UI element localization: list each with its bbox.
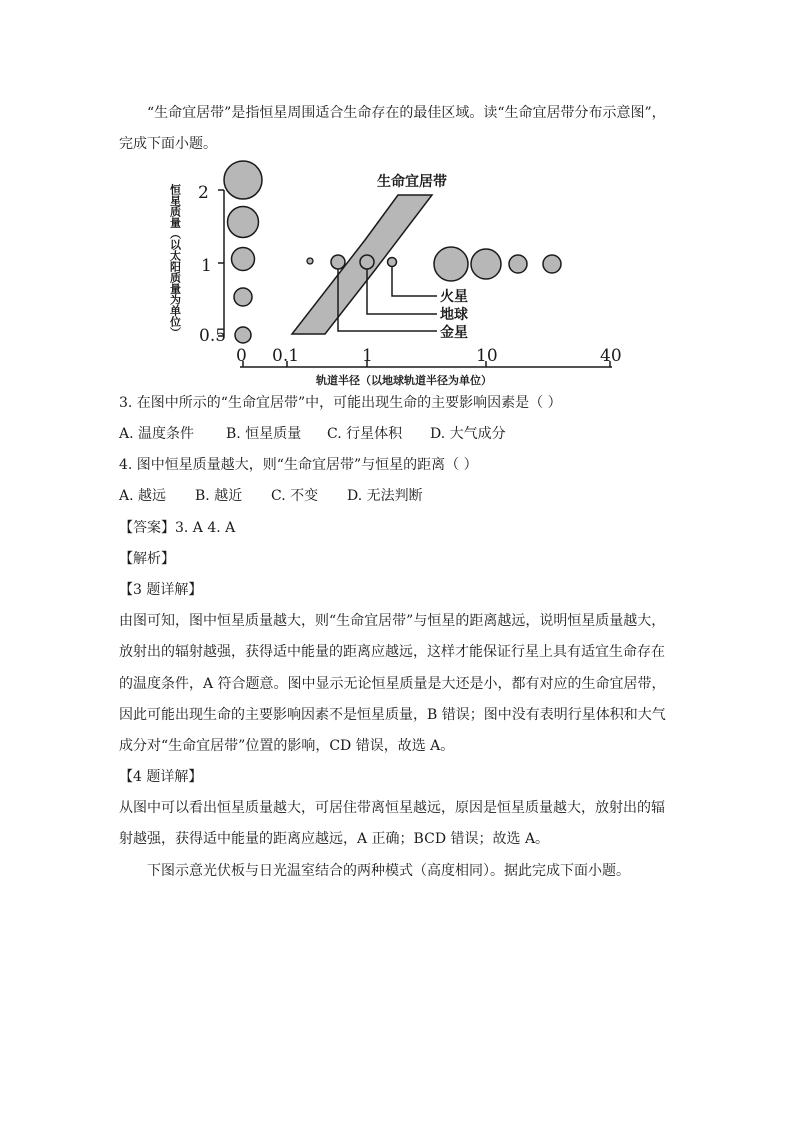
y-axis-title: 恒星质量（以太阳质量为单位） [168,184,182,338]
q3-detail-line-5: 成分对“生命宜居带”位置的影响，CD 错误，故选 A。 [119,738,455,754]
star-mass-1-7 [228,207,259,238]
earth-leader [367,269,437,314]
q3-detail-line-3: 的温度条件，A 符合题意。图中显示无论恒星质量是大还是小，都有对应的生命宜居带， [119,676,666,692]
q3-detail-line-2: 放射出的辐射越强，获得适中能量的距离应越远，这样才能保证行星上具有适宜生命存在 [119,644,665,660]
planet-uranus [509,255,527,273]
star-mass-2 [224,161,262,199]
star-mass-0-8 [234,288,252,306]
star-mass-1-2 [232,248,255,271]
next-section-intro: 下图示意光伏板与日光温室结合的两种模式（高度相同）。据此完成下面小题。 [147,863,630,879]
q4-detail-line-1: 从图中可以看出恒星质量越大，可居住带离恒星越远，原因是恒星质量越大，放射出的辐 [119,800,665,816]
q4-option-b: B. 越近 [195,488,243,504]
q3-option-b: B. 恒星质量 [226,426,302,442]
intro-line-2: 完成下面小题。 [119,136,217,152]
q3-options [119,424,506,444]
label-venus: 金星 [440,325,468,341]
star-mass-0-55 [235,327,251,343]
intro-line-1: “生命宜居带”是指恒星周围适合生命存在的最佳区域。读“生命宜居带分布示意图”， [147,105,666,121]
q4-detail-line-2: 射越强，获得适中能量的距离应越远，A 正确；BCD 错误；故选 A。 [119,831,550,847]
x-tick-1: 1 [362,346,373,366]
q4-option-d: D. 无法判断 [347,488,423,504]
habitable-zone-label: 生命宜居带 [377,174,447,190]
q4-option-a: A. 越远 [119,488,167,504]
mars-leader [392,267,437,296]
planet-venus [331,255,345,269]
q3-stem: 3. 在图中所示的“生命宜居带”中，可能出现生命的主要影响因素是（ ） [119,395,562,411]
q3-detail-line-4: 因此可能出现生命的主要影响因素不是恒星质量，B 错误；图中没有表明行星体积和大气 [119,707,666,723]
y-tick-05: 0.5 [199,326,227,346]
y-tick-1: 1 [201,256,212,276]
planet-mars [388,258,397,267]
planet-neptune [543,255,561,273]
x-tick-01: 0.1 [272,346,300,366]
label-mars: 火星 [440,289,468,305]
y-tick-2: 2 [198,183,209,203]
q4-detail-heading: 【4 题详解】 [119,769,203,785]
q4-option-c: C. 不变 [271,488,319,504]
habitable-zone-diagram [165,160,635,392]
x-tick-0: 0 [236,346,247,366]
q3-option-d: D. 大气成分 [430,426,506,442]
answer-line: 【答案】3. A 4. A [119,520,236,536]
q3-detail-line-1: 由图可知，图中恒星质量越大，则“生命宜居带”与恒星的距离越远，说明恒星质量越大， [119,613,666,629]
q3-detail-heading: 【3 题详解】 [119,582,203,598]
q4-stem: 4. 图中恒星质量越大，则“生命宜居带”与恒星的距离（ ） [119,457,478,473]
planet-earth [360,255,374,269]
planet-jupiter [434,247,468,281]
q3-option-a: A. 温度条件 [119,426,195,442]
q3-option-c: C. 行星体积 [327,426,403,442]
x-tick-40: 40 [600,346,622,366]
analysis-heading: 【解析】 [119,551,175,567]
x-tick-10: 10 [476,346,498,366]
q4-options [119,486,423,506]
label-earth: 地球 [440,307,468,323]
x-axis-title: 轨道半径（以地球轨道半径为单位） [316,374,492,387]
planet-saturn [471,249,501,279]
planet-mercury [307,258,313,264]
